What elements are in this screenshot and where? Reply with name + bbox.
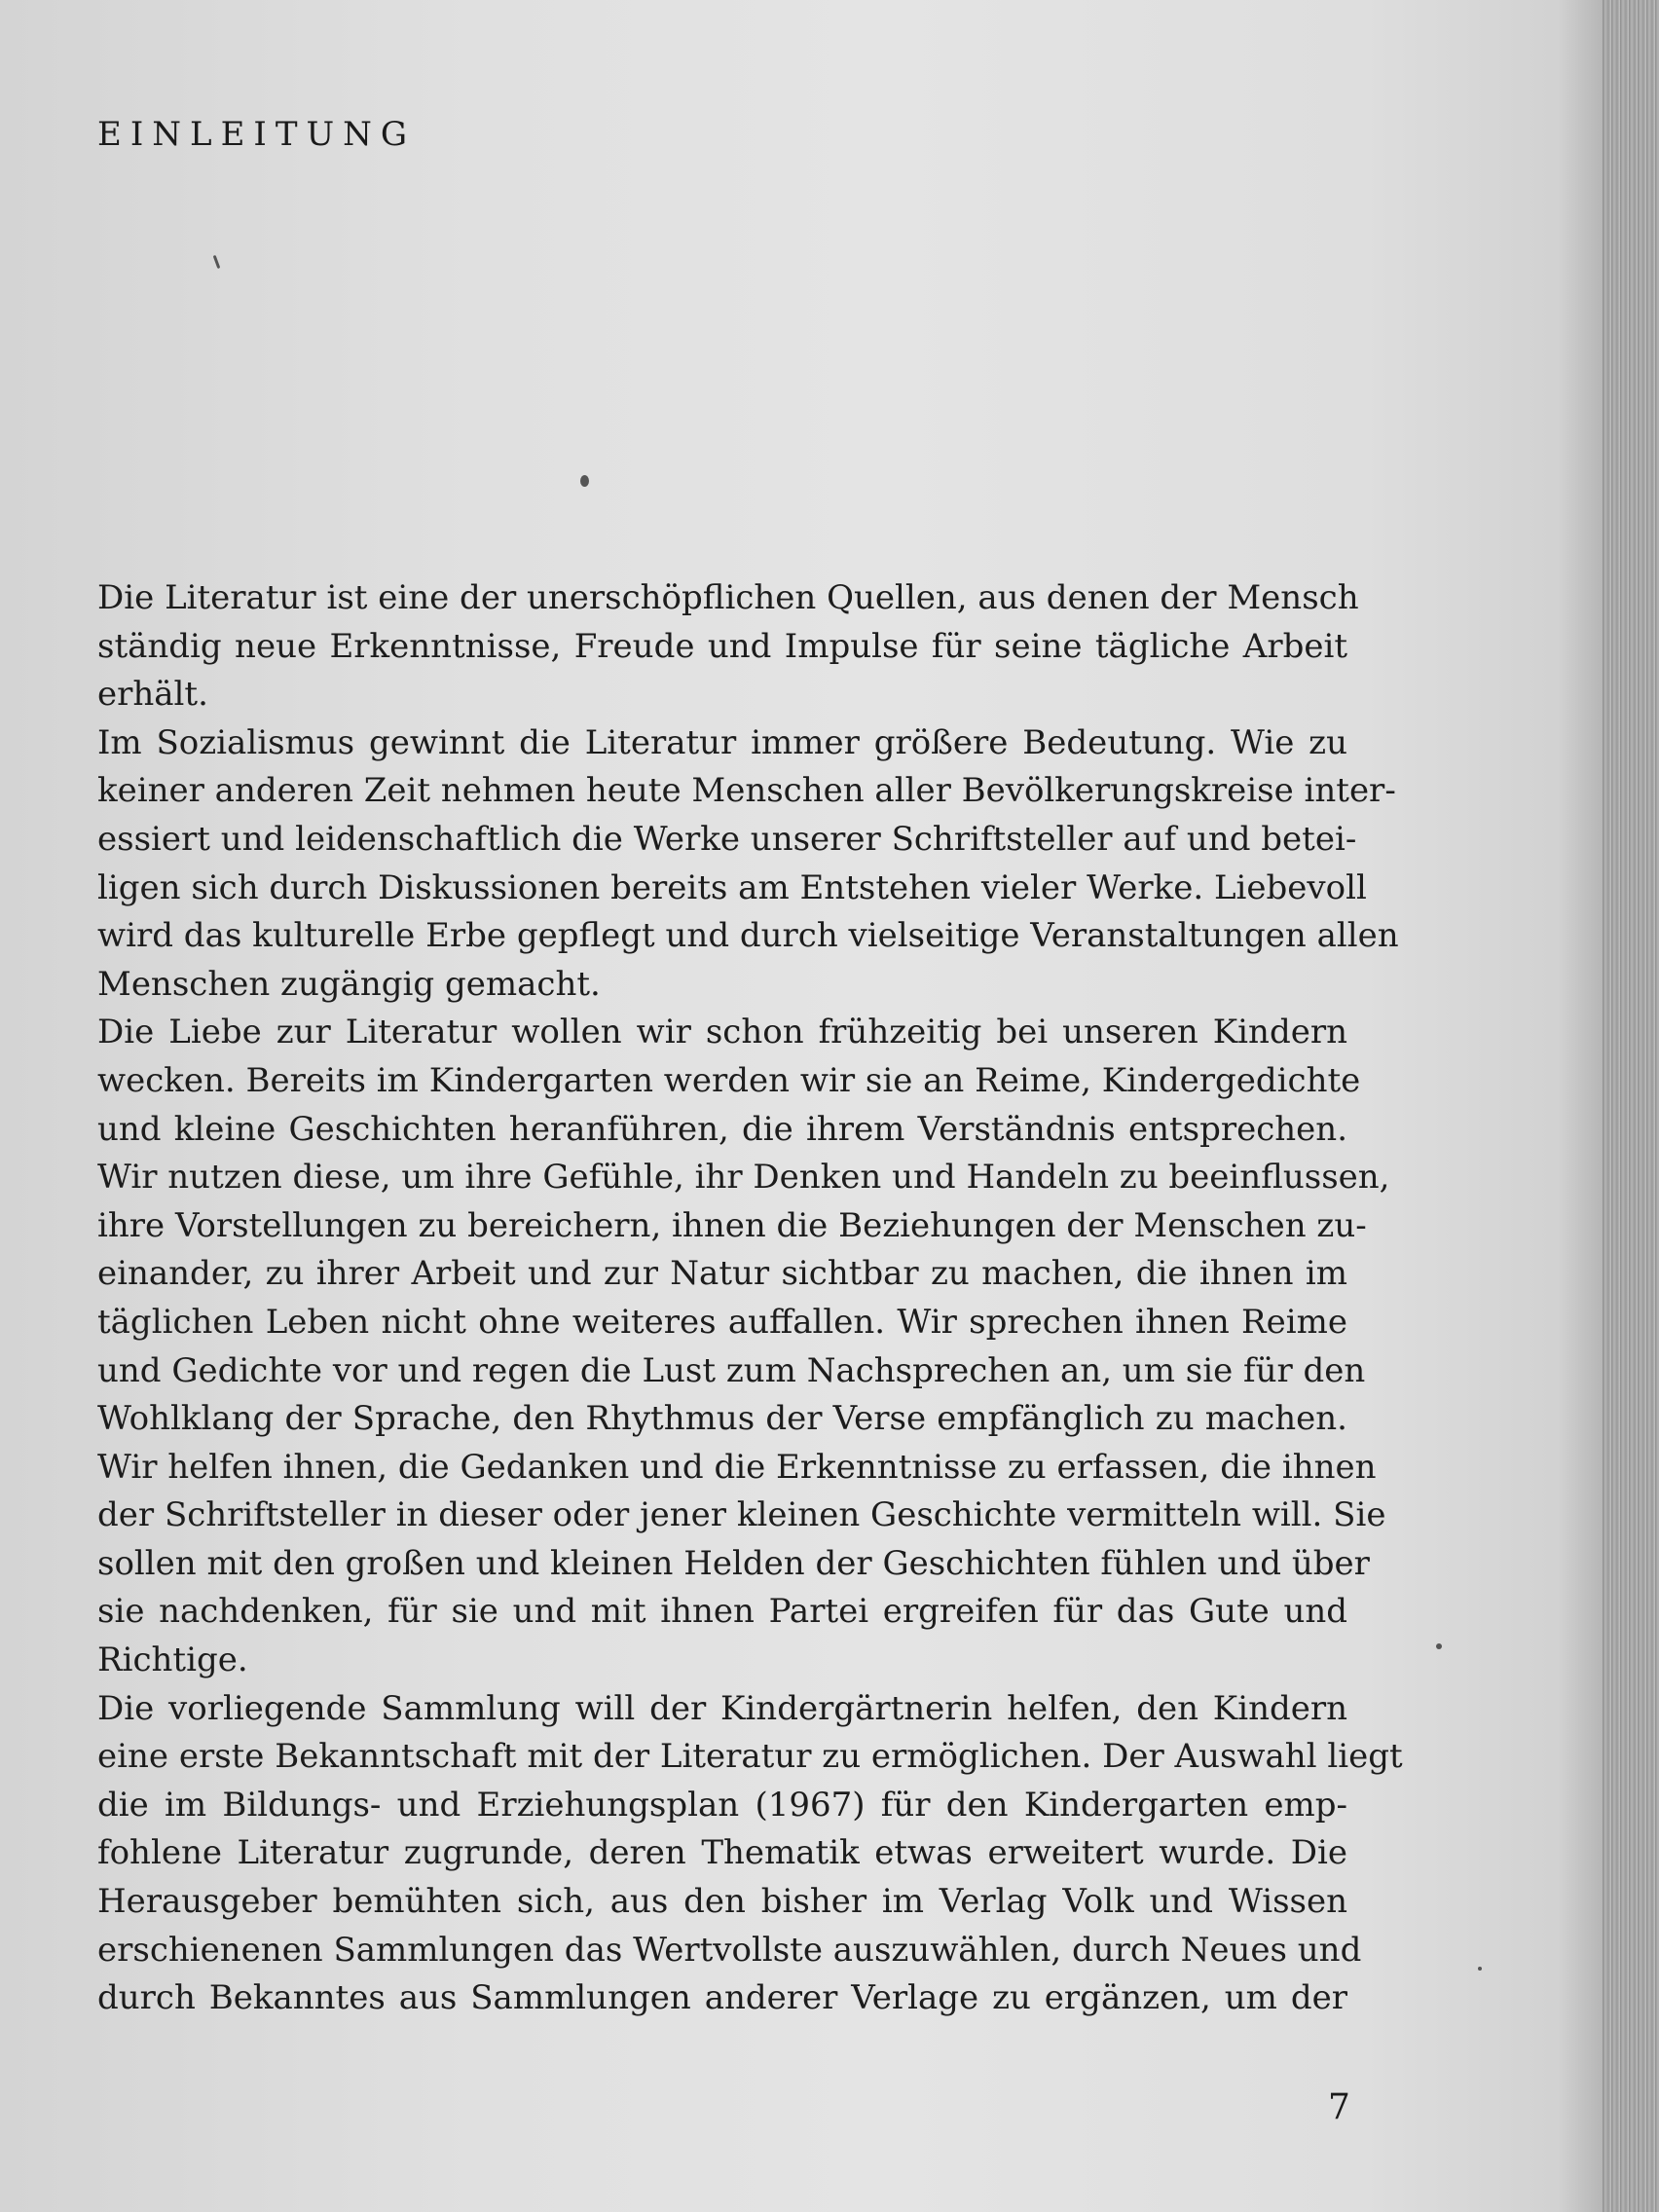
text-line: täglichen Leben nicht ohne weiteres auffallen. Wir sprechen ihnen Reime — [97, 1302, 1347, 1342]
text-line: eine erste Bekanntschaft mit der Literatur zu ermöglichen. Der Auswahl liegt — [97, 1737, 1403, 1777]
text-line: sie nachdenken, für sie und mit ihnen Partei ergreifen für das Gute und — [97, 1592, 1347, 1632]
paragraph — [97, 1009, 1390, 1684]
text-line: Wir helfen ihnen, die Gedanken und die Erkenntnisse zu erfassen, die ihnen — [97, 1447, 1377, 1487]
paragraph — [97, 1685, 1403, 2023]
paragraph — [97, 574, 1359, 719]
text-line: sollen mit den großen und kleinen Helden der Geschichten fühlen und über — [97, 1543, 1370, 1583]
text-line: Wohlklang der Sprache, den Rhythmus der Verse empfänglich zu machen. — [97, 1399, 1347, 1439]
text-line: wecken. Bereits im Kindergarten werden wir sie an Reime, Kindergedichte — [97, 1060, 1361, 1100]
text-line: ihre Vorstellungen zu bereichern, ihnen die Beziehungen der Menschen zu- — [97, 1205, 1367, 1245]
text-line: erhält. — [97, 675, 208, 715]
text-line: Richtige. — [97, 1641, 248, 1680]
text-line: durch Bekanntes aus Sammlungen anderer Verlage zu ergänzen, um der — [97, 1978, 1347, 2018]
text-line: ligen sich durch Diskussionen bereits am Entstehen vieler Werke. Liebevoll — [97, 867, 1367, 907]
paper-speck — [213, 255, 221, 269]
text-line: Die Liebe zur Literatur wollen wir schon frühzeitig bei unseren Kindern — [97, 1013, 1347, 1052]
text-line: die im Bildungs- und Erziehungsplan (1967) für den Kindergarten emp- — [97, 1785, 1347, 1825]
chapter-heading: EINLEITUNG — [97, 115, 417, 154]
text-line: Herausgeber bemühten sich, aus den bisher im Verlag Volk und Wissen — [97, 1882, 1347, 1922]
text-line: und Gedichte vor und regen die Lust zum Nachsprechen an, um sie für den — [97, 1350, 1366, 1390]
page-gutter-shadow — [1558, 0, 1603, 2212]
paper-speck — [1436, 1643, 1442, 1649]
body-text — [97, 574, 1403, 2023]
text-line: essiert und leidenschaftlich die Werke unserer Schriftsteller auf und betei- — [97, 819, 1357, 859]
text-line: einander, zu ihrer Arbeit und zur Natur sichtbar zu machen, die ihnen im — [97, 1254, 1347, 1294]
text-line: erschienenen Sammlungen das Wertvollste auszuwählen, durch Neues und — [97, 1930, 1362, 1970]
page-edge — [1603, 0, 1659, 2212]
page-number: 7 — [1328, 2087, 1350, 2127]
text-line: Menschen zugängig gemacht. — [97, 964, 601, 1004]
text-line: keiner anderen Zeit nehmen heute Menschen aller Bevölkerungskreise inter- — [97, 771, 1396, 811]
paper-speck — [1478, 1967, 1482, 1971]
text-line: der Schriftsteller in dieser oder jener kleinen Geschichte vermitteln will. Sie — [97, 1495, 1386, 1535]
text-line: und kleine Geschichten heranführen, die ihrem Verständnis entsprechen. — [97, 1109, 1347, 1149]
text-line: Im Sozialismus gewinnt die Literatur immer größere Bedeutung. Wie zu — [97, 722, 1347, 762]
paper-speck — [580, 475, 589, 487]
text-line: Die vorliegende Sammlung will der Kindergärtnerin helfen, den Kindern — [97, 1688, 1347, 1728]
text-line: fohlene Literatur zugrunde, deren Thematik etwas erweitert wurde. Die — [97, 1833, 1347, 1873]
text-line: Die Literatur ist eine der unerschöpflichen Quellen, aus denen der Mensch — [97, 578, 1359, 617]
text-line: Wir nutzen diese, um ihre Gefühle, ihr Denken und Handeln zu beeinflussen, — [97, 1158, 1390, 1198]
text-line: ständig neue Erkenntnisse, Freude und Impulse für seine tägliche Arbeit — [97, 626, 1347, 666]
text-line: wird das kulturelle Erbe gepflegt und durch vielseitige Veranstaltungen allen — [97, 916, 1399, 956]
paragraph — [97, 719, 1399, 1010]
